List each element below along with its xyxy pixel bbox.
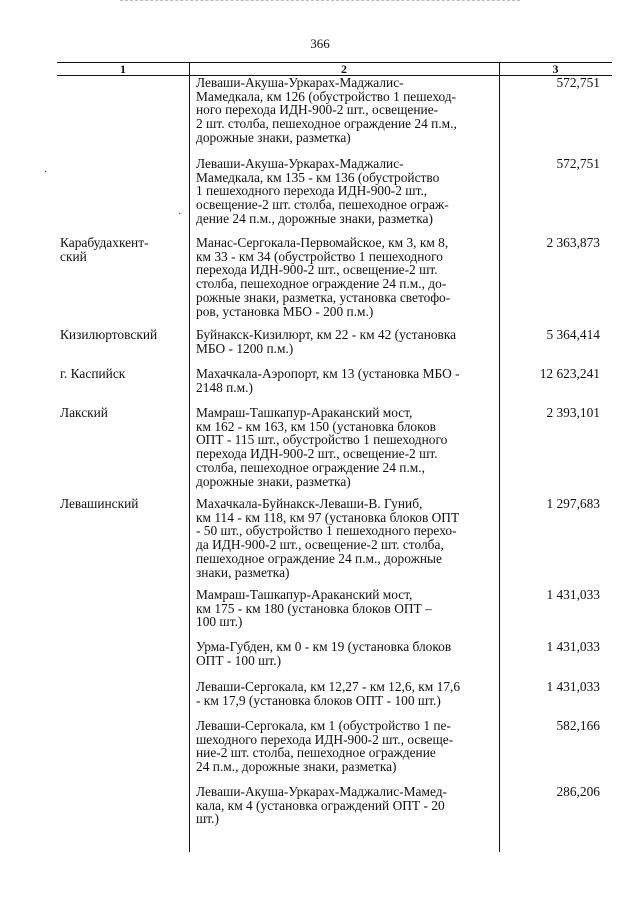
amount-cell: 2 393,101 xyxy=(546,405,600,420)
road-work-cell: Леваши-Акуша-Уркарах-Маджалис- Мамедкала, км 135 - км 136 (обустройство 1 пешеходного перехода ИДН-900-2 шт., освещение-2 шт. столба, пешеходное ограж- дение 24 п.м., дорожные знаки, разметка) xyxy=(196,156,449,226)
scan-artifact-top xyxy=(120,0,520,3)
district-cell: Карабудахкент- ский xyxy=(60,235,149,264)
amount-cell: 1 431,033 xyxy=(546,679,600,694)
amount-cell: 1 297,683 xyxy=(546,496,600,511)
margin-mark: · xyxy=(44,167,48,178)
amount-cell: 12 623,241 xyxy=(539,366,600,381)
district-cell: Левашинский xyxy=(60,496,139,511)
road-work-cell: Урма-Губден, км 0 - км 19 (установка блоков ОПТ - 100 шт.) xyxy=(196,639,452,668)
column-divider xyxy=(499,62,500,852)
road-work-cell: Мамраш-Ташкапур-Араканский мост, км 175 - км 180 (установка блоков ОПТ – 100 шт.) xyxy=(196,587,432,630)
column-header-1: 1 xyxy=(120,62,126,76)
amount-cell: 572,751 xyxy=(556,75,600,90)
road-work-cell: Махачкала-Аэропорт, км 13 (установка МБО - 2148 п.м.) xyxy=(196,366,460,395)
column-header-3: 3 xyxy=(552,62,559,76)
margin-mark: · xyxy=(178,209,182,220)
page-number: 366 xyxy=(310,36,330,51)
amount-cell: 2 363,873 xyxy=(546,235,600,250)
amount-cell: 1 431,033 xyxy=(546,587,600,602)
road-work-cell: Леваши-Акуша-Уркарах-Маджалис- Мамедкала, км 126 (обустройство 1 пешеход- ного перехода ИДН-900-2 шт., освещение- 2 шт. столба, пешеходное ограждение 24 п.м., дорожные знаки, разметка) xyxy=(196,75,457,145)
district-cell: г. Каспийск xyxy=(60,366,126,381)
road-work-cell: Леваши-Сергокала, км 12,27 - км 12,6, км 17,6 - км 17,9 (установка блоков ОПТ - 100 шт.) xyxy=(196,679,461,708)
column-header-2: 2 xyxy=(341,62,347,76)
road-work-cell: Мамраш-Ташкапур-Араканский мост, км 162 - км 163, км 150 (установка блоков ОПТ - 115 шт., обустройство 1 пешеходного перехода ИДН-900-2 шт., освещение-2 шт. столба, пешеходное ограждение 24 п.м., дорожные знаки, разметка) xyxy=(196,405,448,489)
amount-cell: 582,166 xyxy=(556,718,600,733)
amount-cell: 1 431,033 xyxy=(546,639,600,654)
road-work-cell: Махачкала-Буйнакск-Леваши-В. Гуниб, км 114 - км 118, км 97 (установка блоков ОПТ - 50 шт., обустройство 1 пешеходного перехо- да ИДН-900-2 шт., освещение-2 шт. столба, пешеходное ограждение 24 п.м., дорожные знаки, разметка) xyxy=(196,496,460,580)
road-work-cell: Леваши-Сергокала, км 1 (обустройство 1 пе- шеходного перехода ИДН-900-2 шт., освеще- ние-2 шт. столба, пешеходное ограждение 24 п.м., дорожные знаки, разметка) xyxy=(196,718,454,775)
amount-cell: 5 364,414 xyxy=(546,327,600,342)
amount-cell: 572,751 xyxy=(556,156,600,171)
road-work-cell: Леваши-Акуша-Уркарах-Маджалис-Мамед- кала, км 4 (установка ограждений ОПТ - 20 шт.) xyxy=(196,784,447,827)
road-work-cell: Манас-Сергокала-Первомайское, км 3, км 8, км 33 - км 34 (обустройство 1 пешеходного перехода ИДН-900-2 шт., освещение-2 шт. столба, пешеходное ограждение 24 п.м., до- рожные знаки, разметка, установка светофо- ров, установка МБО - 200 п.м.) xyxy=(196,235,451,319)
district-cell: Лакский xyxy=(60,405,108,420)
district-cell: Кизилюртовский xyxy=(60,327,158,342)
road-work-cell: Буйнакск-Кизилюрт, км 22 - км 42 (установка МБО - 1200 п.м.) xyxy=(196,327,457,356)
column-divider xyxy=(189,62,190,852)
table-header-row xyxy=(57,62,612,76)
amount-cell: 286,206 xyxy=(556,784,600,799)
document-table xyxy=(57,62,612,852)
